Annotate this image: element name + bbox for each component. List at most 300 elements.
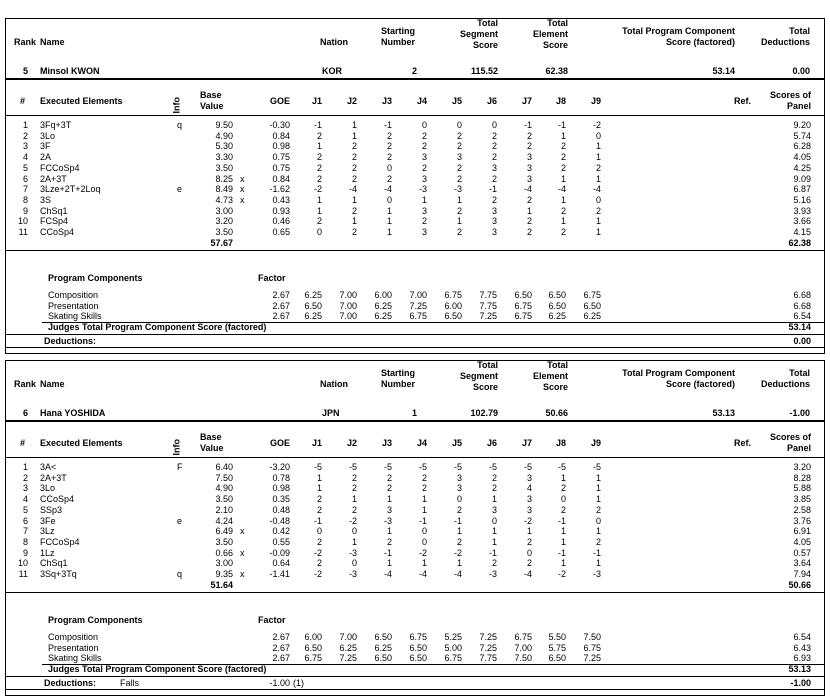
element-judge-score: 1 [560, 131, 566, 141]
element-judge-score: 2 [491, 195, 497, 205]
element-base-value: 3.50 [215, 537, 233, 547]
factor-header: Factor [258, 615, 286, 625]
element-judge-score: 1 [526, 206, 532, 216]
deductions-header-2: Deductions [760, 37, 810, 47]
element-base-value: 2.10 [215, 505, 233, 515]
component-judge-score: 6.75 [444, 290, 462, 300]
component-judge-score: 6.50 [409, 653, 427, 663]
name-header: Name [40, 37, 65, 47]
element-number: 1 [22, 120, 28, 130]
element-base-value: 9.35 [215, 569, 233, 579]
element-judge-score: 1 [491, 494, 497, 504]
element-code: 3S [40, 195, 52, 205]
element-judge-score: -3 [488, 569, 497, 579]
program-components-header: Program Components [48, 273, 143, 283]
element-judge-score: 1 [316, 195, 322, 205]
component-judge-score: 6.00 [444, 301, 462, 311]
element-judge-score: 2 [386, 152, 392, 162]
element-code: 2A+3T [40, 473, 67, 483]
starting-number-header-2: Number [380, 379, 415, 389]
pcs-header-2: Score (factored) [665, 379, 735, 389]
deductions-header-1: Total [789, 26, 810, 36]
pcs-value: 53.13 [712, 408, 735, 418]
element-judge-score: 3 [456, 473, 462, 483]
component-judge-score: 7.00 [514, 643, 532, 653]
judge-header-6: J6 [486, 96, 497, 106]
tes-header-1: Total [547, 18, 568, 28]
element-judge-score: -1 [488, 184, 497, 194]
element-judge-score: 1 [351, 195, 357, 205]
element-judge-score: 1 [526, 526, 532, 536]
element-goe: 0.55 [272, 537, 290, 547]
element-base-value: 6.49 [215, 526, 233, 536]
element-info: F [177, 462, 183, 472]
element-judge-score: 2 [560, 227, 566, 237]
tes-header-2: Element [532, 29, 568, 39]
element-base-value: 3.50 [215, 163, 233, 173]
pcs-header-1: Total Program Component [622, 368, 735, 378]
element-code: 3Sq+3Tq [40, 569, 77, 579]
element-number: 7 [22, 184, 28, 194]
element-judge-score: -2 [453, 548, 462, 558]
element-judge-score: 2 [526, 216, 532, 226]
element-judge-score: 0 [316, 227, 322, 237]
element-judge-score: 2 [316, 152, 322, 162]
scores-of-panel-header-1: Scores of [769, 90, 811, 100]
element-panel-score: 5.16 [793, 195, 811, 205]
element-panel-score: 3.76 [793, 516, 811, 526]
element-number: 7 [22, 526, 28, 536]
element-judge-score: 2 [421, 483, 427, 493]
element-judge-score: 2 [456, 227, 462, 237]
element-code: CCoSp4 [40, 227, 75, 237]
element-panel-score: 2.58 [793, 505, 811, 515]
element-judge-score: 1 [421, 494, 427, 504]
element-panel-score: 8.28 [793, 473, 811, 483]
starting-number-value: 2 [411, 66, 417, 76]
element-panel-score: 4.15 [793, 227, 811, 237]
program-components-header: Program Components [48, 615, 143, 625]
component-judge-score: 7.25 [479, 632, 497, 642]
element-judge-score: 1 [351, 537, 357, 547]
element-judge-score: -4 [418, 569, 427, 579]
component-judge-score: 7.75 [479, 301, 497, 311]
component-judge-score: 6.50 [304, 643, 322, 653]
component-judge-score: 7.00 [339, 632, 357, 642]
component-judge-score: 7.50 [514, 653, 532, 663]
element-panel-score: 3.85 [793, 494, 811, 504]
element-judge-score: -4 [523, 569, 532, 579]
element-code: 3Fq+3T [40, 120, 72, 130]
elements-header-rule [5, 115, 825, 116]
element-judge-score: 2 [351, 227, 357, 237]
element-goe: -1.41 [269, 569, 290, 579]
element-number: 8 [22, 195, 28, 205]
element-goe: 0.84 [272, 131, 290, 141]
element-judge-score: -1 [557, 120, 566, 130]
element-goe: 0.75 [272, 152, 290, 162]
nation-value: JPN [322, 408, 340, 418]
scores-of-panel-header-1: Scores of [769, 432, 811, 442]
num-header: # [20, 438, 26, 448]
component-factor: 2.67 [272, 290, 290, 300]
element-judge-score: -3 [592, 569, 601, 579]
element-judge-score: 2 [456, 141, 462, 151]
components-rule [42, 322, 825, 323]
element-base-value: 3.00 [215, 206, 233, 216]
element-judge-score: 2 [526, 537, 532, 547]
element-judge-score: -2 [523, 516, 532, 526]
element-goe: -1.62 [269, 184, 290, 194]
element-judge-score: -1 [523, 120, 532, 130]
element-goe: -0.30 [269, 120, 290, 130]
component-judge-score: 6.00 [374, 290, 392, 300]
element-goe: 0.98 [272, 141, 290, 151]
element-goe: 0.46 [272, 216, 290, 226]
element-judge-score: 2 [421, 216, 427, 226]
component-judge-score: 6.75 [514, 311, 532, 321]
element-judge-score: 0 [560, 494, 566, 504]
element-judge-score: 1 [560, 216, 566, 226]
ref-header: Ref. [734, 438, 752, 448]
base-value-total: 51.64 [210, 580, 233, 590]
element-x-mark: x [240, 184, 245, 194]
deductions-frame [5, 334, 825, 348]
component-factor: 2.67 [272, 301, 290, 311]
element-base-value: 8.25 [215, 174, 233, 184]
element-judge-score: -5 [557, 462, 566, 472]
component-judge-score: 5.25 [444, 632, 462, 642]
element-judge-score: -5 [418, 462, 427, 472]
pcs-header-2: Score (factored) [665, 37, 735, 47]
element-judge-score: 4 [526, 483, 532, 493]
element-judge-score: -4 [383, 184, 392, 194]
element-judge-score: 3 [456, 152, 462, 162]
nation-header: Nation [320, 37, 348, 47]
element-number: 11 [18, 227, 28, 237]
element-judge-score: 2 [316, 505, 322, 515]
element-goe: 0.84 [272, 174, 290, 184]
element-code: 3Lo [40, 131, 56, 141]
element-judge-score: 1 [386, 558, 392, 568]
element-judge-score: 0 [456, 494, 462, 504]
deduction-detail: Falls [120, 678, 140, 688]
element-judge-score: 1 [456, 558, 462, 568]
element-base-value: 9.50 [215, 120, 233, 130]
element-judge-score: 3 [526, 174, 532, 184]
element-code: 3Lz [40, 526, 55, 536]
element-judge-score: 1 [560, 537, 566, 547]
summary-rule [5, 78, 825, 80]
judge-header-5: J5 [451, 96, 462, 106]
deduction-count: (1) [293, 678, 304, 688]
element-judge-score: 2 [560, 206, 566, 216]
element-base-value: 3.30 [215, 152, 233, 162]
element-goe: 0.64 [272, 558, 290, 568]
component-judge-score: 7.25 [479, 311, 497, 321]
element-code: SSp3 [40, 505, 63, 515]
element-judge-score: -1 [557, 516, 566, 526]
element-judge-score: 1 [560, 174, 566, 184]
element-judge-score: 2 [456, 131, 462, 141]
element-judge-score: 0 [526, 548, 532, 558]
component-factor: 2.67 [272, 643, 290, 653]
element-base-value: 6.40 [215, 462, 233, 472]
component-judge-score: 6.50 [548, 653, 566, 663]
component-judge-score: 6.25 [583, 311, 601, 321]
element-judge-score: 2 [491, 174, 497, 184]
skater-name: Hana YOSHIDA [40, 408, 106, 418]
element-judge-score: 2 [491, 152, 497, 162]
judge-header-8: J8 [555, 438, 566, 448]
deductions-header-1: Total [789, 368, 810, 378]
judge-header-4: J4 [416, 438, 427, 448]
element-code: 3Fe [40, 516, 56, 526]
starting-number-header: Starting [380, 368, 415, 378]
element-judge-score: 2 [456, 163, 462, 173]
base-value-header-1: Base [200, 90, 222, 100]
element-judge-score: 2 [456, 174, 462, 184]
element-panel-score: 9.20 [793, 120, 811, 130]
component-judge-score: 6.50 [374, 632, 392, 642]
element-judge-score: -2 [557, 569, 566, 579]
element-base-value: 3.50 [215, 227, 233, 237]
component-judge-score: 6.75 [514, 301, 532, 311]
element-judge-score: 0 [386, 163, 392, 173]
element-panel-score: 3.64 [793, 558, 811, 568]
deduction-value: -1.00 [269, 678, 290, 688]
judge-header-2: J2 [346, 438, 357, 448]
judge-header-7: J7 [521, 438, 532, 448]
element-judge-score: 1 [316, 473, 322, 483]
element-judge-score: 1 [595, 152, 601, 162]
element-judge-score: -1 [488, 548, 497, 558]
element-info: e [177, 516, 183, 526]
element-panel-score: 4.25 [793, 163, 811, 173]
element-judge-score: 0 [421, 526, 427, 536]
tes-header-1: Total [547, 360, 568, 370]
element-judge-score: 1 [456, 526, 462, 536]
element-x-mark: x [240, 174, 245, 184]
element-judge-score: 2 [560, 152, 566, 162]
element-judge-score: 2 [351, 483, 357, 493]
element-goe: 0.35 [272, 494, 290, 504]
element-judge-score: 1 [386, 526, 392, 536]
element-judge-score: 2 [595, 505, 601, 515]
element-judge-score: 1 [351, 131, 357, 141]
judge-header-3: J3 [381, 438, 392, 448]
component-judge-score: 6.75 [409, 311, 427, 321]
element-panel-score: 7.94 [793, 569, 811, 579]
element-judge-score: 2 [351, 152, 357, 162]
base-value-header-2: Value [200, 101, 224, 111]
element-number: 1 [22, 462, 28, 472]
element-judge-score: -5 [383, 462, 392, 472]
component-judge-score: 5.50 [548, 632, 566, 642]
pcs-value: 53.14 [712, 66, 735, 76]
element-judge-score: 2 [560, 141, 566, 151]
tss-header-1: Total [477, 360, 498, 370]
component-panel-score: 6.54 [793, 311, 811, 321]
element-judge-score: 3 [491, 227, 497, 237]
element-judge-score: 2 [526, 558, 532, 568]
element-base-value: 3.20 [215, 216, 233, 226]
goe-header: GOE [269, 96, 290, 106]
element-judge-score: 2 [386, 131, 392, 141]
element-judge-score: 0 [351, 558, 357, 568]
element-judge-score: 3 [421, 152, 427, 162]
nation-header: Nation [320, 379, 348, 389]
element-judge-score: 3 [526, 152, 532, 162]
element-judge-score: -1 [383, 120, 392, 130]
element-panel-score: 6.28 [793, 141, 811, 151]
judges-total-label: Judges Total Program Component Score (factored) [48, 322, 267, 332]
num-header: # [20, 96, 26, 106]
element-judge-score: 3 [491, 216, 497, 226]
element-judge-score: 1 [595, 558, 601, 568]
rank-value: 6 [22, 408, 28, 418]
tes-header-3: Score [542, 40, 568, 50]
deductions-value: 0.00 [792, 66, 810, 76]
element-judge-score: 1 [386, 494, 392, 504]
base-value-header-2: Value [200, 443, 224, 453]
element-judge-score: 2 [351, 141, 357, 151]
component-judge-score: 6.75 [583, 643, 601, 653]
component-judge-score: 6.50 [548, 290, 566, 300]
element-judge-score: -4 [592, 184, 601, 194]
element-judge-score: 1 [595, 473, 601, 483]
element-judge-score: 2 [491, 141, 497, 151]
component-name: Presentation [48, 643, 99, 653]
element-judge-score: 3 [456, 483, 462, 493]
element-goe: -0.48 [269, 516, 290, 526]
component-judge-score: 6.75 [444, 653, 462, 663]
element-judge-score: -5 [313, 462, 322, 472]
element-judge-score: 1 [456, 216, 462, 226]
element-judge-score: 0 [421, 120, 427, 130]
judge-header-7: J7 [521, 96, 532, 106]
judge-header-4: J4 [416, 96, 427, 106]
element-judge-score: 1 [595, 526, 601, 536]
element-judge-score: 2 [595, 537, 601, 547]
component-judge-score: 7.75 [479, 290, 497, 300]
element-judge-score: -3 [418, 184, 427, 194]
element-goe: 0.48 [272, 505, 290, 515]
element-judge-score: 0 [595, 195, 601, 205]
element-judge-score: 3 [526, 505, 532, 515]
element-x-mark: x [240, 548, 245, 558]
starting-number-header-2: Number [380, 37, 415, 47]
judge-header-9: J9 [590, 438, 601, 448]
judge-header-2: J2 [346, 96, 357, 106]
element-judge-score: -1 [557, 548, 566, 558]
element-judge-score: 1 [491, 526, 497, 536]
starting-number-header: Starting [380, 26, 415, 36]
element-judge-score: 1 [421, 505, 427, 515]
judges-total-value: 53.14 [788, 322, 811, 332]
element-judge-score: 2 [456, 537, 462, 547]
element-judge-score: 2 [316, 558, 322, 568]
component-judge-score: 6.75 [409, 632, 427, 642]
element-judge-score: 3 [526, 473, 532, 483]
component-judge-score: 5.00 [444, 643, 462, 653]
tes-value: 50.66 [545, 408, 568, 418]
element-panel-score: 6.91 [793, 526, 811, 536]
element-judge-score: 2 [316, 537, 322, 547]
element-judge-score: -4 [383, 569, 392, 579]
element-judge-score: -1 [313, 120, 322, 130]
element-base-value: 0.66 [215, 548, 233, 558]
element-judge-score: 2 [491, 558, 497, 568]
element-code: ChSq1 [40, 206, 68, 216]
component-judge-score: 7.25 [409, 301, 427, 311]
element-judge-score: -1 [383, 548, 392, 558]
element-judge-score: 2 [456, 505, 462, 515]
rank-header: Rank [14, 37, 37, 47]
element-judge-score: -1 [592, 548, 601, 558]
component-factor: 2.67 [272, 632, 290, 642]
element-goe: 0.98 [272, 483, 290, 493]
component-judge-score: 7.00 [339, 311, 357, 321]
element-base-value: 4.24 [215, 516, 233, 526]
element-judge-score: 2 [560, 483, 566, 493]
component-judge-score: 6.25 [374, 301, 392, 311]
judge-header-1: J1 [311, 438, 322, 448]
element-judge-score: 1 [595, 174, 601, 184]
tss-header-3: Score [472, 40, 498, 50]
component-panel-score: 6.93 [793, 653, 811, 663]
element-judge-score: -4 [453, 569, 462, 579]
element-judge-score: 1 [595, 483, 601, 493]
deductions-header-2: Deductions [760, 379, 810, 389]
component-name: Skating Skills [48, 653, 102, 663]
element-judge-score: 1 [386, 206, 392, 216]
deductions-total: -1.00 [790, 678, 811, 688]
element-judge-score: 3 [491, 206, 497, 216]
element-code: 3Lo [40, 483, 56, 493]
element-base-value: 3.50 [215, 494, 233, 504]
component-judge-score: 5.75 [548, 643, 566, 653]
component-name: Composition [48, 290, 99, 300]
element-judge-score: 1 [421, 195, 427, 205]
component-judge-score: 7.50 [583, 632, 601, 642]
element-number: 6 [22, 516, 28, 526]
element-judge-score: -3 [348, 548, 357, 558]
elements-total-rule [5, 250, 825, 251]
tss-value: 115.52 [470, 66, 498, 76]
component-judge-score: 7.00 [339, 301, 357, 311]
base-value-total: 57.67 [210, 238, 233, 248]
judge-header-6: J6 [486, 438, 497, 448]
element-number: 4 [22, 494, 28, 504]
component-judge-score: 6.50 [583, 301, 601, 311]
element-goe: 0.65 [272, 227, 290, 237]
element-goe: 0.93 [272, 206, 290, 216]
element-judge-score: 1 [560, 558, 566, 568]
element-judge-score: 3 [421, 174, 427, 184]
element-judge-score: -5 [453, 462, 462, 472]
goe-header: GOE [269, 438, 290, 448]
element-judge-score: 2 [386, 473, 392, 483]
deductions-total: 0.00 [793, 336, 811, 346]
tss-header-1: Total [477, 18, 498, 28]
element-judge-score: 2 [351, 473, 357, 483]
element-judge-score: 2 [456, 206, 462, 216]
element-judge-score: -5 [523, 462, 532, 472]
component-panel-score: 6.68 [793, 290, 811, 300]
judge-header-3: J3 [381, 96, 392, 106]
element-info: e [177, 184, 183, 194]
